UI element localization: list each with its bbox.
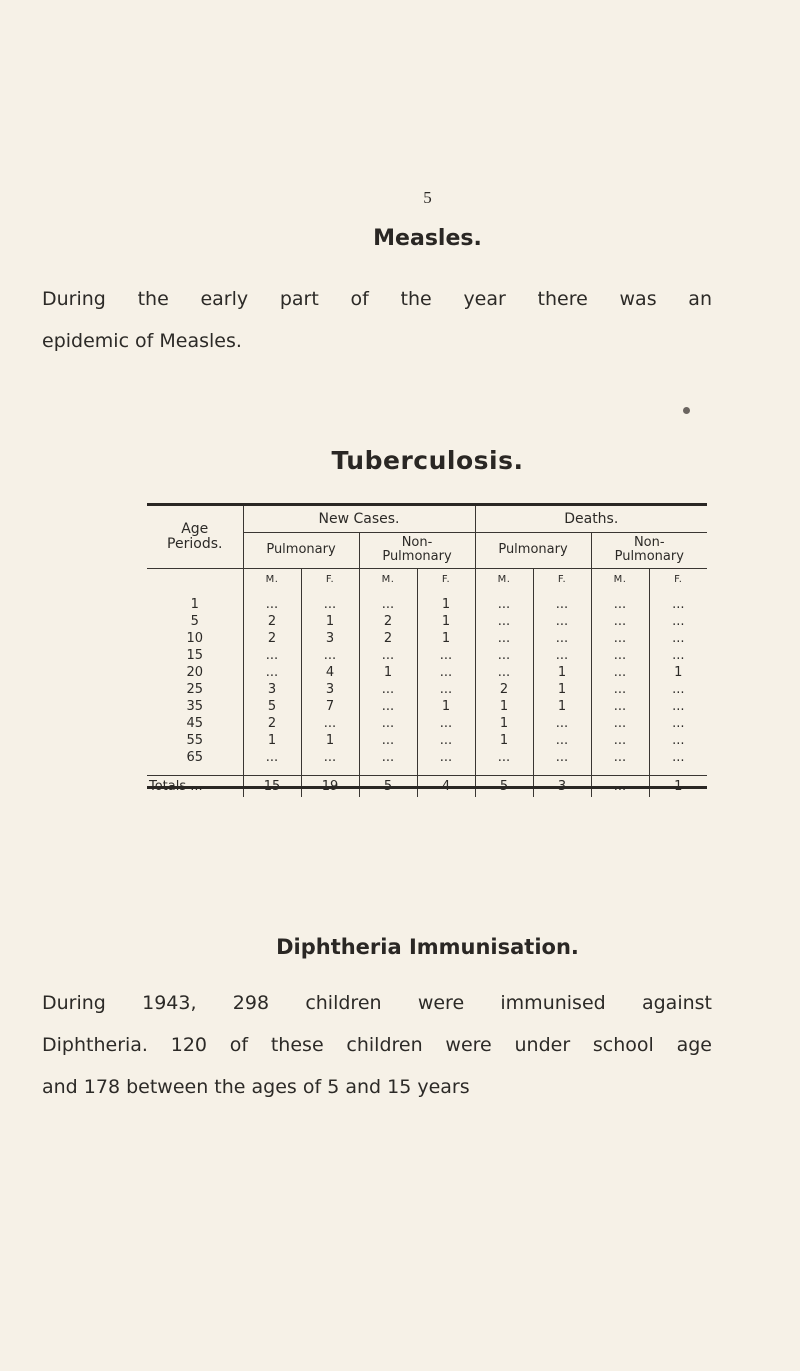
- value-cell: ...: [591, 590, 649, 613]
- table-row: [147, 715, 707, 732]
- age-header-line-2: Periods.: [167, 535, 223, 552]
- measles-heading: Measles.: [373, 226, 482, 251]
- value-cell: ...: [475, 749, 533, 766]
- diphtheria-line-2: Diphtheria. 120 of these children were under school age: [42, 1034, 712, 1056]
- value-cell: ...: [533, 613, 591, 630]
- age-cell: 65: [186, 750, 204, 765]
- value-cell: ...: [301, 590, 359, 613]
- m-label: M.: [359, 568, 417, 590]
- value-cell: ...: [359, 590, 417, 613]
- table-row: [147, 664, 707, 681]
- value-cell: 2: [243, 715, 301, 732]
- value-cell: 1: [301, 613, 359, 630]
- value-cell: ...: [301, 647, 359, 664]
- value-cell: 1: [417, 590, 475, 613]
- m-label: M.: [475, 568, 533, 590]
- age-cell: 1: [190, 597, 199, 612]
- diphtheria-line-1: During 1943, 298 children were immunised against: [42, 992, 712, 1014]
- value-cell: 2: [359, 630, 417, 647]
- m-label: M.: [591, 568, 649, 590]
- deaths-non-pulmonary-line-1: Non-: [633, 535, 665, 550]
- value-cell: ...: [243, 590, 301, 613]
- value-cell: 3: [301, 630, 359, 647]
- age-header-line-1: Age: [181, 520, 209, 537]
- deaths-non-pulmonary-header: [591, 532, 707, 568]
- value-cell: 1: [243, 732, 301, 749]
- diphtheria-heading: Diphtheria Immunisation.: [276, 935, 579, 959]
- value-cell: ...: [417, 749, 475, 766]
- ink-smudge: [683, 407, 690, 414]
- table-row: [147, 698, 707, 715]
- table-row: [147, 630, 707, 647]
- value-cell: ...: [417, 732, 475, 749]
- deaths-non-pulmonary-line-2: Pulmonary: [614, 549, 684, 564]
- value-cell: ...: [475, 590, 533, 613]
- value-cell: 4: [301, 664, 359, 681]
- age-cell: 20: [186, 665, 204, 680]
- value-cell: ...: [359, 681, 417, 698]
- value-cell: ...: [591, 647, 649, 664]
- value-cell: ...: [591, 698, 649, 715]
- value-cell: ...: [591, 613, 649, 630]
- value-cell: 2: [243, 630, 301, 647]
- value-cell: ...: [417, 681, 475, 698]
- diphtheria-paragraph: [42, 982, 712, 1108]
- value-cell: 1: [475, 715, 533, 732]
- value-cell: 1: [417, 630, 475, 647]
- deaths-pulmonary-header: Pulmonary: [475, 532, 591, 568]
- value-cell: ...: [533, 647, 591, 664]
- value-cell: ...: [475, 647, 533, 664]
- value-cell: ...: [591, 630, 649, 647]
- age-cell: 45: [186, 716, 204, 731]
- value-cell: 1: [475, 732, 533, 749]
- diphtheria-line-3: and 178 between the ages of 5 and 15 years: [42, 1076, 470, 1098]
- new-non-pulmonary-header: [359, 532, 475, 568]
- table-row: [147, 590, 707, 613]
- value-cell: ...: [417, 647, 475, 664]
- value-cell: ...: [649, 613, 707, 630]
- value-cell: ...: [301, 715, 359, 732]
- value-cell: ...: [243, 647, 301, 664]
- new-pulmonary-header: Pulmonary: [243, 532, 359, 568]
- f-label: F.: [301, 568, 359, 590]
- value-cell: ...: [301, 749, 359, 766]
- value-cell: ...: [533, 590, 591, 613]
- value-cell: 1: [359, 664, 417, 681]
- value-cell: 7: [301, 698, 359, 715]
- value-cell: ...: [649, 698, 707, 715]
- new-cases-header: New Cases.: [243, 506, 475, 532]
- deaths-header: Deaths.: [475, 506, 707, 532]
- value-cell: 1: [533, 681, 591, 698]
- new-non-pulmonary-line-2: Pulmonary: [382, 549, 452, 564]
- value-cell: 1: [533, 664, 591, 681]
- value-cell: ...: [533, 630, 591, 647]
- value-cell: ...: [649, 647, 707, 664]
- table-body: [147, 590, 707, 766]
- value-cell: ...: [475, 630, 533, 647]
- value-cell: 2: [243, 613, 301, 630]
- value-cell: 1: [417, 613, 475, 630]
- m-label: M.: [243, 568, 301, 590]
- value-cell: 1: [301, 732, 359, 749]
- value-cell: ...: [591, 664, 649, 681]
- value-cell: ...: [359, 749, 417, 766]
- value-cell: 3: [243, 681, 301, 698]
- value-cell: ...: [533, 732, 591, 749]
- value-cell: ...: [649, 681, 707, 698]
- measles-paragraph: [42, 278, 712, 362]
- page-number: 5: [423, 188, 432, 207]
- value-cell: ...: [591, 732, 649, 749]
- value-cell: ...: [649, 590, 707, 613]
- table-row: [147, 749, 707, 766]
- value-cell: ...: [533, 715, 591, 732]
- measles-line-2: epidemic of Measles.: [42, 330, 242, 352]
- table-bottom-rule: [147, 786, 707, 789]
- value-cell: ...: [475, 613, 533, 630]
- value-cell: ...: [359, 647, 417, 664]
- value-cell: ...: [649, 749, 707, 766]
- value-cell: 1: [649, 664, 707, 681]
- value-cell: 1: [533, 698, 591, 715]
- measles-line-1: During the early part of the year there was an: [42, 288, 712, 310]
- age-cell: 5: [190, 614, 199, 629]
- value-cell: 2: [475, 681, 533, 698]
- value-cell: ...: [591, 681, 649, 698]
- value-cell: ...: [243, 664, 301, 681]
- value-cell: ...: [649, 715, 707, 732]
- tuberculosis-heading: Tuberculosis.: [331, 446, 524, 475]
- table-row: [147, 732, 707, 749]
- mf-age-blank: [147, 568, 243, 590]
- tuberculosis-table: [147, 506, 707, 797]
- value-cell: ...: [243, 749, 301, 766]
- table-row: [147, 647, 707, 664]
- value-cell: ...: [359, 715, 417, 732]
- value-cell: ...: [591, 749, 649, 766]
- table-row: [147, 613, 707, 630]
- value-cell: ...: [359, 698, 417, 715]
- age-cell: 15: [186, 648, 204, 663]
- new-non-pulmonary-line-1: Non-: [401, 535, 433, 550]
- value-cell: ...: [417, 664, 475, 681]
- value-cell: ...: [591, 715, 649, 732]
- value-cell: 1: [417, 698, 475, 715]
- f-label: F.: [533, 568, 591, 590]
- value-cell: ...: [417, 715, 475, 732]
- value-cell: ...: [533, 749, 591, 766]
- age-cell: 35: [186, 699, 204, 714]
- value-cell: 3: [301, 681, 359, 698]
- age-cell: 25: [186, 682, 204, 697]
- f-label: F.: [649, 568, 707, 590]
- age-cell: 55: [186, 733, 204, 748]
- table-row: [147, 681, 707, 698]
- value-cell: ...: [649, 732, 707, 749]
- value-cell: 2: [359, 613, 417, 630]
- value-cell: 5: [243, 698, 301, 715]
- value-cell: ...: [475, 664, 533, 681]
- value-cell: ...: [649, 630, 707, 647]
- f-label: F.: [417, 568, 475, 590]
- age-cell: 10: [186, 631, 204, 646]
- age-periods-header: [147, 506, 243, 568]
- value-cell: 1: [475, 698, 533, 715]
- value-cell: ...: [359, 732, 417, 749]
